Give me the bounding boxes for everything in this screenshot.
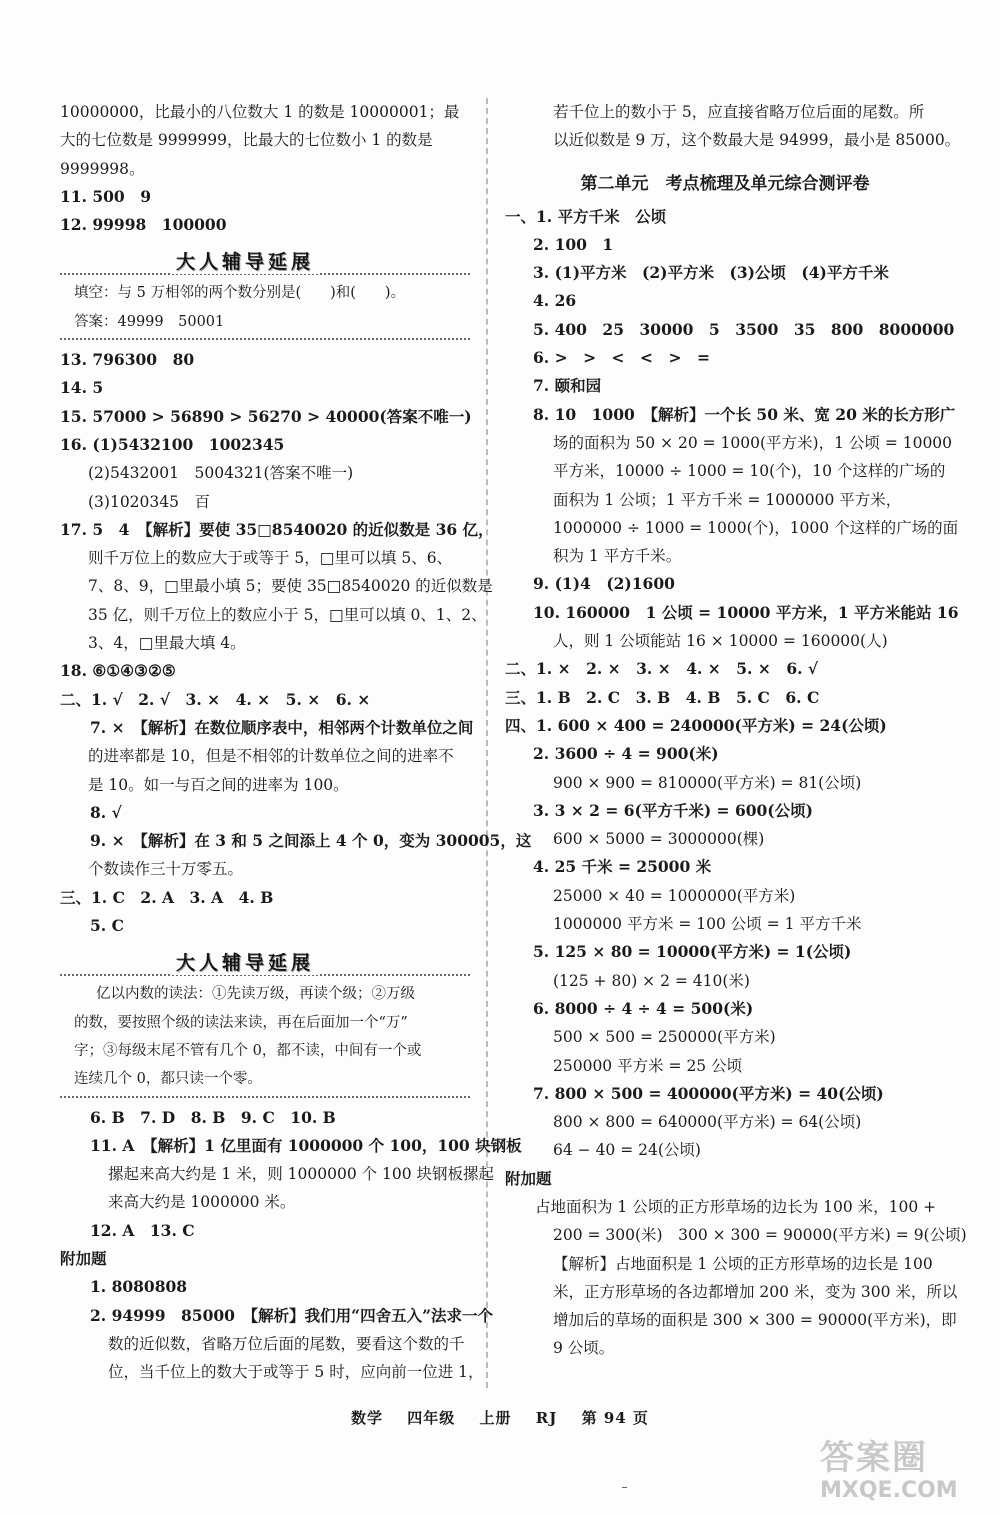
r-section-4-q2-line: 900 × 900 = 810000(平方米) = 81(公顷) — [553, 773, 862, 792]
r-extra-line: 【解析】占地面积是 1 公顷的正方形草场的边长是 100 — [553, 1254, 933, 1273]
column-divider — [486, 98, 488, 1388]
r-extra-line: 9 公顷。 — [553, 1339, 615, 1358]
r-answer-9: 9. (1)4 (2)1600 — [533, 574, 675, 594]
r-answer-6: 6. > > < < > = — [533, 348, 711, 368]
r-extra-heading: 附加题 — [505, 1168, 552, 1188]
answer-17-line: 则千万位上的数应大于或等于 5，□里可以填 5、6、 — [88, 549, 453, 568]
footer-dash — [622, 1487, 627, 1488]
answer-16: 16. (1)5432100 1002345 — [60, 434, 285, 454]
banner-title: 大人辅导延展 — [172, 948, 318, 975]
section-2-q7-line: 是 10。如一与百之间的进率为 100。 — [88, 775, 349, 794]
answer-12: 12. 99998 100000 — [60, 215, 227, 235]
r-extra-line: 占地面积为 1 公顷的正方形草场的边长为 100 米，100 + — [535, 1197, 937, 1216]
footer-grade: 四年级 — [407, 1409, 456, 1427]
section-3-q11-line: 摞起来高大约是 1 米，则 1000000 个 100 块钢板摞起 — [108, 1165, 495, 1184]
r-extra-line: 米，正方形草场的各边都增加 200 米，变为 300 米，所以 — [553, 1282, 958, 1301]
r-section-4-q7-line: 64 − 40 = 24(公顷) — [553, 1141, 701, 1160]
section-2-q9: 9. × 【解析】在 3 和 5 之间添上 4 个 0，变为 300005，这 — [90, 831, 532, 851]
r-section-4-q6: 6. 8000 ÷ 4 ÷ 4 = 500(米) — [533, 998, 754, 1018]
intro-line: 10000000，比最小的八位数大 1 的数是 10000001；最 — [60, 103, 460, 121]
section-2-answers: 二、1. √ 2. √ 3. × 4. × 5. × 6. × — [60, 689, 371, 709]
continued-line: 若千位上的数小于 5，应直接省略万位后面的尾数。所 — [553, 103, 925, 121]
section-2-q8: 8. √ — [90, 802, 122, 822]
r-answer-5: 5. 400 25 30000 5 3500 35 800 8000000 — [533, 319, 955, 339]
r-section-3: 三、1. B 2. C 3. B 4. B 5. C 6. C — [505, 687, 820, 707]
r-answer-8: 8. 10 1000 【解析】一个长 50 米、宽 20 米的长方形广 — [533, 404, 956, 424]
r-answer-1: 一、1. 平方千米 公顷 — [505, 206, 667, 226]
watermark-bottom: MXQE.COM — [820, 1478, 958, 1503]
section-3-answers: 三、1. C 2. A 3. A 4. B — [60, 887, 274, 907]
r-answer-8-line: 1000000 ÷ 1000 = 1000(个)，1000 个这样的广场的面 — [553, 518, 959, 537]
banner-bottom-rule — [60, 1096, 470, 1098]
section-3-q12-13: 12. A 13. C — [90, 1220, 195, 1240]
r-section-4-q4: 4. 25 千米 = 25000 米 — [533, 857, 712, 877]
r-extra-line: 增加后的草场的面积是 300 × 300 = 90000(平方米)，即 — [553, 1311, 957, 1330]
r-section-4-q5-line: (125 + 80) × 2 = 410(米) — [553, 971, 750, 990]
extra-q2-line: 位，当千位上的数大于或等于 5 时，应向前一位进 1， — [108, 1363, 484, 1382]
right-column — [505, 98, 967, 1363]
r-answer-8-line: 面积为 1 公顷；1 平方千米 = 1000000 平方米， — [553, 490, 902, 509]
r-extra-line: 200 = 300(米) 300 × 300 = 90000(平方米) = 9(公顷) — [553, 1226, 967, 1245]
section-2-q7: 7. × 【解析】在数位顺序表中，相邻两个计数单位之间 — [90, 717, 474, 737]
r-answer-8-line: 场的面积为 50 × 20 = 1000(平方米)，1 公顷 = 10000 — [553, 433, 953, 452]
r-section-4-q3: 3. 3 × 2 = 6(平方千米) = 600(公顷) — [533, 800, 813, 820]
section-3-q11: 11. A 【解析】1 亿里面有 1000000 个 100，100 块钢板 — [90, 1135, 522, 1155]
section-2-q7-line: 的进率都是 10，但是不相邻的计数单位之间的进率不 — [88, 747, 454, 766]
tutor-note-line: 亿以内数的读法：①先读万级，再读个级；②万级 — [96, 986, 415, 1003]
r-section-4-q4-line: 1000000 平方米 = 100 公顷 = 1 平方千米 — [553, 915, 862, 934]
continued-line: 以近似数是 9 万，这个数最大是 94999，最小是 85000。 — [553, 131, 961, 150]
r-answer-10: 10. 160000 1 公顷 = 10000 平方米，1 平方米能站 16 — [533, 602, 959, 622]
intro-line: 大的七位数是 9999999，比最大的七位数小 1 的数是 — [60, 131, 433, 150]
r-answer-10-line: 人，则 1 公顷能站 16 × 10000 = 160000(人) — [553, 632, 888, 651]
tutor-banner — [60, 243, 470, 275]
tutor-note-line: 连续几个 0，都只读一个零。 — [74, 1071, 262, 1088]
r-answer-4: 4. 26 — [533, 291, 577, 311]
answer-15: 15. 57000 > 56890 > 56270 > 40000(答案不唯一) — [60, 406, 472, 426]
section-3-q6-10: 6. B 7. D 8. B 9. C 10. B — [90, 1107, 336, 1127]
left-column — [60, 98, 532, 1386]
tutor-note-line: 的数，要按照个级的读法来读，再在后面加一个“万” — [74, 1014, 408, 1031]
r-answer-3: 3. (1)平方米 (2)平方米 (3)公顷 (4)平方千米 — [533, 263, 889, 283]
answer-18: 18. ⑥①④③②⑤ — [60, 661, 176, 681]
r-section-4-q3-line: 600 × 5000 = 3000000(棵) — [553, 830, 765, 849]
watermark-top: 答案圈 — [820, 1438, 928, 1478]
r-answer-2: 2. 100 1 — [533, 234, 614, 254]
intro-line: 9999998。 — [60, 159, 145, 178]
r-answer-7: 7. 颐和园 — [533, 376, 602, 396]
tutor-note-line: 字；③每级末尾不管有几个 0，都不读，中间有一个或 — [74, 1042, 422, 1059]
answer-11: 11. 500 9 — [60, 186, 152, 206]
footer-volume: 上册 — [479, 1409, 512, 1427]
watermark-logo — [820, 1438, 990, 1510]
r-section-4-q7: 7. 800 × 500 = 400000(平方米) = 40(公顷) — [533, 1083, 884, 1103]
r-section-4-q6-line: 500 × 500 = 250000(平方米) — [553, 1028, 776, 1047]
extra-q1: 1. 8080808 — [90, 1277, 188, 1297]
answer-16-line: (2)5432001 5004321(答案不唯一) — [88, 464, 354, 483]
page-footer — [0, 1406, 1000, 1430]
answer-16-line: (3)1020345 百 — [88, 492, 210, 511]
unit-title: 第二单元 考点梳理及单元综合测评卷 — [580, 173, 870, 194]
extra-heading: 附加题 — [60, 1248, 107, 1268]
section-3-q5: 5. C — [90, 916, 124, 936]
r-section-4-q6-line: 250000 平方米 = 25 公顷 — [553, 1056, 743, 1075]
extra-q2: 2. 94999 85000 【解析】我们用“四舍五入”法求一个 — [90, 1305, 494, 1325]
footer-page-number: 第 94 页 — [581, 1409, 649, 1427]
answer-17-line: 7、8、9，□里最小填 5；要使 35□8540020 的近似数是 — [88, 577, 493, 596]
tutor-note-line: 填空：与 5 万相邻的两个数分别是( )和( )。 — [74, 285, 406, 302]
r-section-4-q5: 5. 125 × 80 = 10000(平方米) = 1(公顷) — [533, 942, 852, 962]
tutor-note-line: 答案：49999 50001 — [74, 313, 225, 330]
answer-17-line: 35 亿，则千万位上的数应小于 5，□里可以填 0、1、2、 — [88, 605, 487, 624]
r-section-4-q4-line: 25000 × 40 = 1000000(平方米) — [553, 886, 796, 905]
r-section-4-q1: 四、1. 600 × 400 = 240000(平方米) = 24(公顷) — [505, 715, 887, 735]
footer-subject: 数学 — [351, 1409, 384, 1427]
answer-17-line: 3、4，□里最大填 4。 — [88, 634, 246, 653]
tutor-banner — [60, 944, 470, 976]
answer-13: 13. 796300 80 — [60, 350, 195, 370]
answer-14: 14. 5 — [60, 378, 104, 398]
r-section-2: 二、1. × 2. × 3. × 4. × 5. × 6. √ — [505, 659, 819, 679]
extra-q2-line: 数的近似数，省略万位后面的尾数，要看这个数的千 — [108, 1334, 465, 1353]
r-answer-8-line: 积为 1 平方千米。 — [553, 547, 682, 566]
banner-title: 大人辅导延展 — [172, 247, 318, 274]
answer-17: 17. 5 4 【解析】要使 35□8540020 的近似数是 36 亿， — [60, 519, 494, 539]
r-section-4-q2: 2. 3600 ÷ 4 = 900(米) — [533, 744, 719, 764]
footer-edition: RJ — [535, 1409, 558, 1427]
r-answer-8-line: 平方米，10000 ÷ 1000 = 10(个)，10 个这样的广场的 — [553, 462, 946, 481]
section-3-q11-line: 来高大约是 1000000 米。 — [108, 1193, 296, 1212]
r-section-4-q7-line: 800 × 800 = 640000(平方米) = 64(公顷) — [553, 1113, 862, 1132]
banner-bottom-rule — [60, 338, 470, 340]
section-2-q9-line: 个数读作三十万零五。 — [88, 860, 244, 879]
